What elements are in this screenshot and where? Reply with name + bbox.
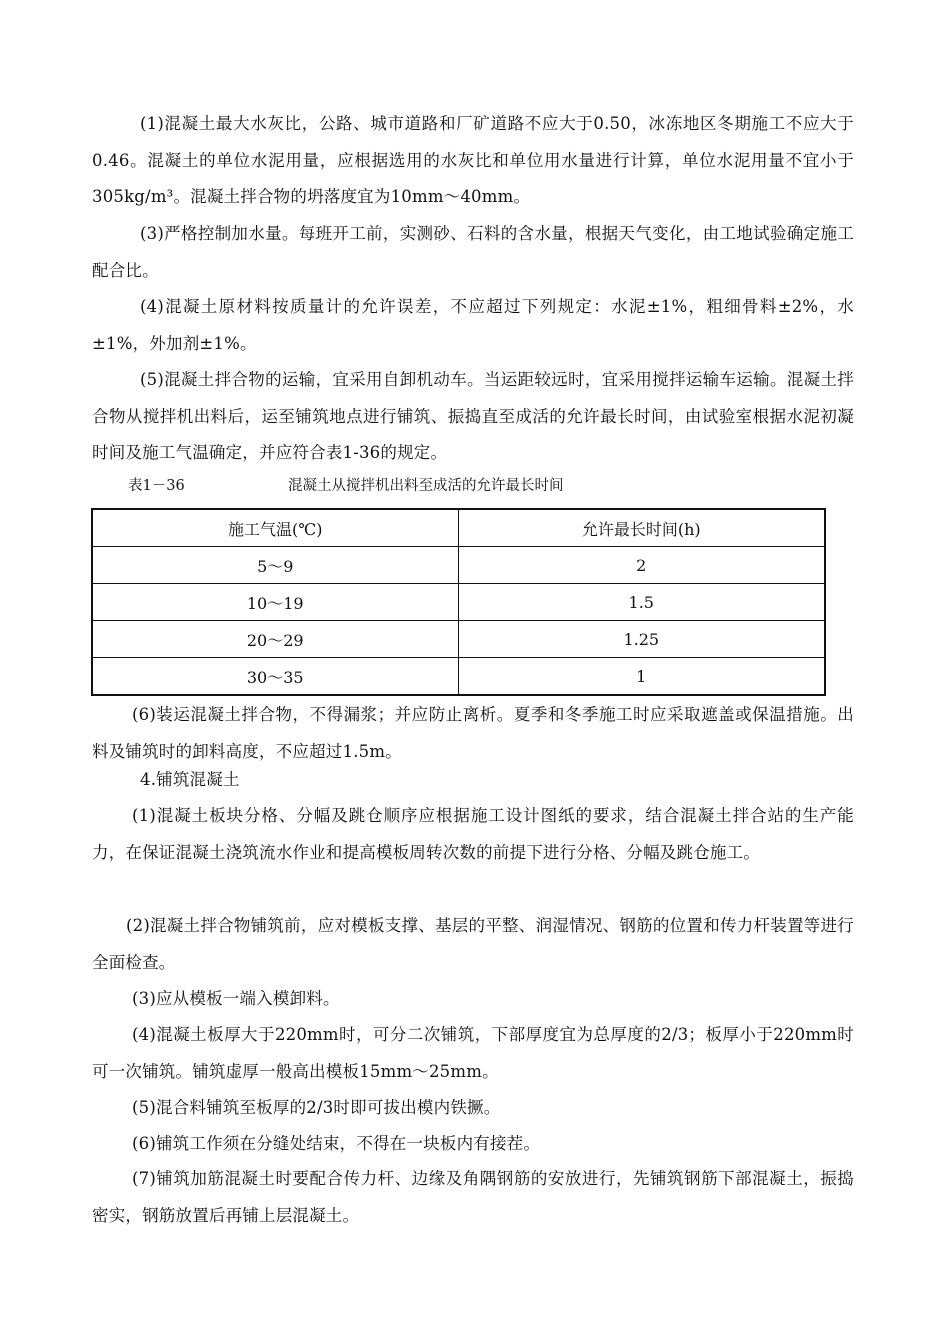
table-row	[92, 547, 825, 584]
table-row	[92, 584, 825, 621]
table-row	[92, 658, 825, 696]
cell-max-time: 1.25	[458, 621, 825, 658]
table-number: 表1－36	[128, 478, 185, 494]
table-row	[92, 621, 825, 658]
cell-temperature: 10～19	[92, 584, 458, 621]
cell-temperature: 30～35	[92, 658, 458, 696]
table-caption	[128, 474, 828, 498]
cell-max-time: 1.5	[458, 584, 825, 621]
cell-max-time: 2	[458, 547, 825, 584]
table-header-row	[92, 509, 825, 547]
paragraph-tolerance: (4)混凝土原材料按质量计的允许误差，不应超过下列规定：水泥±1%，粗细骨料±2%，水±1%，外加剂±1%。	[92, 297, 854, 353]
paragraph-water-control: (3)严格控制加水量。每班开工前，实测砂、石料的含水量，根据天气变化，由工地试验确定施工配合比。	[92, 224, 854, 280]
cell-temperature: 5～9	[92, 547, 458, 584]
paragraph-remove-stakes: (5)混合料铺筑至板厚的2/3时即可拔出模内铁撅。	[132, 1098, 501, 1117]
cell-max-time: 1	[458, 658, 825, 696]
paragraph-water-cement-ratio: (1)混凝土最大水灰比，公路、城市道路和厂矿道路不应大于0.50，冰冻地区冬期施工不应大于0.46。混凝土的单位水泥用量，应根据选用的水灰比和单位用水量进行计算，单位水泥用量不宜小于305kg/m³。混凝土拌合物的坍落度宜为10mm～40mm。	[92, 114, 854, 206]
paragraph-joint-end: (6)铺筑工作须在分缝处结束，不得在一块板内有接茬。	[132, 1134, 541, 1153]
cell-temperature: 20～29	[92, 621, 458, 658]
header-max-time: 允许最长时间(h)	[458, 509, 825, 547]
table-title: 混凝土从搅拌机出料至成活的允许最长时间	[288, 478, 564, 494]
paragraph-reinforced: (7)铺筑加筋混凝土时要配合传力杆、边缘及角隅钢筋的安放进行，先铺筑钢筋下部混凝土，振捣密实，钢筋放置后再铺上层混凝土。	[92, 1169, 854, 1225]
paragraph-block-division: (1)混凝土板块分格、分幅及跳仓顺序应根据施工设计图纸的要求，结合混凝土拌合站的生产能力，在保证混凝土浇筑流水作业和提高模板周转次数的前提下进行分格、分幅及跳仓施工。	[92, 806, 854, 862]
paragraph-inspection: (2)混凝土拌合物铺筑前，应对模板支撑、基层的平整、润湿情况、钢筋的位置和传力杆装置等进行全面检查。	[92, 916, 854, 972]
allowed-time-table	[91, 508, 826, 696]
section-heading-paving: 4.铺筑混凝土	[140, 770, 240, 789]
paragraph-unloading: (3)应从模板一端入模卸料。	[132, 989, 340, 1008]
paragraph-loading: (6)装运混凝土拌合物，不得漏浆；并应防止离析。夏季和冬季施工时应采取遮盖或保温措施。出料及铺筑时的卸料高度，不应超过1.5m。	[92, 705, 854, 761]
paragraph-thickness: (4)混凝土板厚大于220mm时，可分二次铺筑，下部厚度宜为总厚度的2/3；板厚小于220mm时可一次铺筑。铺筑虚厚一般高出模板15mm～25mm。	[92, 1025, 854, 1081]
paragraph-transport: (5)混凝土拌合物的运输，宜采用自卸机动车。当运距较远时，宜采用搅拌运输车运输。混凝土拌合物从搅拌机出料后，运至铺筑地点进行铺筑、振捣直至成活的允许最长时间，由试验室根据水泥初凝时间及施工气温确定，并应符合表1-36的规定。	[92, 370, 854, 462]
header-temperature: 施工气温(℃)	[92, 509, 458, 547]
